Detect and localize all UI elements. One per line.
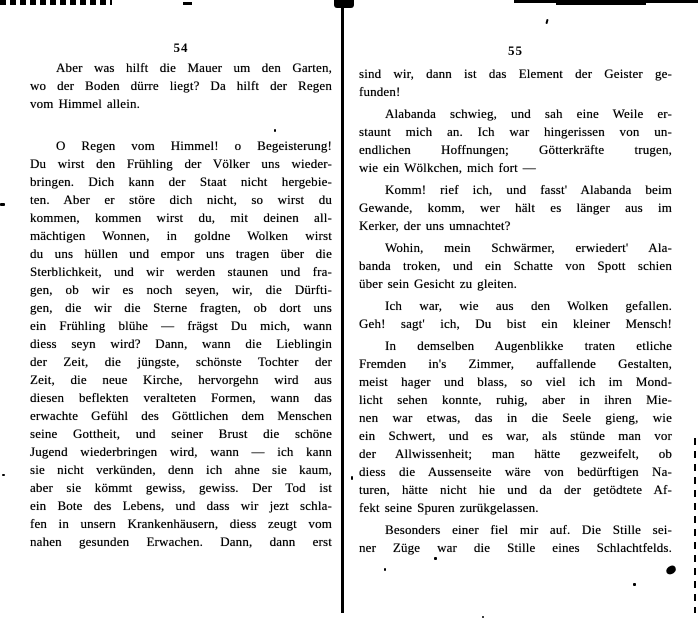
paragraph (359, 337, 672, 517)
text-line: funden! (359, 84, 401, 99)
paragraph (359, 521, 672, 557)
paragraph (359, 181, 672, 235)
text-line: Alabanda schwieg, und sah eine Weile er- (385, 106, 672, 121)
text-line: ein Bote des Lebens, und dass wir jezt schla- (30, 498, 332, 513)
text-line: Kerker, der uns umnachtet? (359, 218, 511, 233)
right-page (359, 0, 672, 621)
text-line: licht sehen konnte, ruhig, aber in ihren Mie- (359, 392, 672, 407)
text-line: gen, ob wir es noch seyen, wir, die Dürfti- (30, 282, 332, 297)
text-line: fekt seine Spuren zurükgelassen. (359, 500, 539, 515)
paragraph (359, 105, 672, 177)
scan-rightedge-marks (694, 438, 696, 613)
text-line: du uns hüllen und empor uns tragen über die (30, 246, 332, 261)
text-line: Zeit, die neue Kirche, hervorgehn wird aus (30, 372, 332, 387)
text-line: sind wir, dann ist das Element der Geister ge- (359, 66, 672, 81)
text-line: Sterblichkeit, und wir werden staunen und fra- (30, 264, 332, 279)
text-line: ein Frühling blühe — frägst Du mich, wann (30, 318, 332, 333)
page-number: 54 (173, 40, 189, 55)
text-line: nahen gesunden Erwachen. Dann, dann erst (30, 534, 332, 549)
text-line: über sein Gesicht zu gleiten. (359, 276, 517, 291)
text-line: meist hager und blass, so viel ich im Mond- (359, 374, 672, 389)
text-line: diess seyn wird? Dann, wann die Lieblingin (30, 336, 332, 351)
text-line: wie ein Wölkchen, mich fort — (359, 160, 536, 175)
text-line: banda troken, und ein Schatte von Spott schien (359, 258, 672, 273)
scan-speck (0, 203, 5, 206)
scan-topright-edge-bar-thick (556, 3, 646, 5)
text-line: Fremden in's Zimmer, auffallende Gestalten, (359, 356, 672, 371)
scan-speck (274, 129, 276, 132)
text-line: Wohin, mein Schwärmer, erwiedert' Ala- (385, 240, 672, 255)
scan-topleft-edge-marks (0, 0, 112, 5)
text-line: fen in unsern Krankenhäusern, diess zeugt vom (30, 516, 332, 531)
page-body (30, 59, 332, 551)
scan-speck (351, 476, 353, 480)
paragraph (30, 137, 332, 551)
scan-topleft-dash (183, 2, 192, 5)
text-line: ner Züge war die Stille eines Schlachtfelds. (359, 540, 672, 555)
text-line: gen, die wir die Sterne fragten, ob dort uns (30, 300, 332, 315)
text-line: Ich war, wie aus den Wolken gefallen. (385, 298, 672, 313)
text-line: staunt mich an. Ich war hingerissen von un- (359, 124, 672, 139)
paragraph (359, 239, 672, 293)
text-line: sie nicht verkünden, denn ich ahne sie kaum, (30, 462, 332, 477)
text-line: bringen. Dich kann der Staat nicht hergebie- (30, 174, 332, 189)
text-line: mächtigen Wonnen, in goldne Wolken wirst (30, 228, 332, 243)
text-line: diess die Aussenseite wäre von bedürftigen Na- (359, 464, 672, 479)
paragraph (359, 65, 672, 101)
left-page (30, 0, 332, 621)
paragraph (30, 59, 332, 113)
scan-gutter-line (341, 0, 344, 613)
text-line: ten. Aber er störe dich nicht, so wirst du (30, 192, 332, 207)
scan-speck (633, 583, 636, 586)
scan-gutter-top-blob (334, 0, 354, 8)
scan-speck (2, 474, 5, 476)
text-line: vom Himmel allein. (30, 96, 141, 111)
text-line: seine Gottheit, und seiner Brust die schöne (30, 426, 332, 441)
scan-speck (434, 557, 437, 560)
paragraph (359, 297, 672, 333)
text-line: In demselben Augenblikke traten etliche (385, 338, 672, 353)
text-line: nen war etwas, das in die Seele gieng, wie (359, 410, 672, 425)
text-line: aber sie kömmt gewiss, gewiss. Der Tod ist (30, 480, 332, 495)
text-line: O Regen vom Himmel! o Begeisterung! (56, 138, 332, 153)
text-line: wo der Boden dürre liegt? Da hilft der Regen (30, 78, 332, 93)
text-line: Besonders einer fiel mir auf. Die Stille sei- (385, 522, 672, 537)
text-line: Aber was hilft die Mauer um den Garten, (56, 60, 332, 75)
text-line: diesen beflekten veralteten Formen, wann das (30, 390, 332, 405)
text-line: ein Schwert, und es war, als stünde man vor (359, 428, 672, 443)
text-line: Gewande, komm, wer hält es länger aus im (359, 200, 672, 215)
text-line: Geh! sagt' ich, Du bist ein kleiner Mensch! (359, 316, 672, 331)
text-line: der Allwissenheit; man hätte gezweifelt, ob (359, 446, 672, 461)
scan-speck (482, 616, 484, 618)
text-line: der Zeit, die jüngste, schönste Tochter der (30, 354, 332, 369)
page-number: 55 (508, 43, 523, 58)
text-line: Komm! rief ich, und fasst' Alabanda beim (385, 182, 672, 197)
scan-speck (384, 568, 386, 571)
text-line: turen, hätte nicht hie und da der getödtete Af- (359, 482, 672, 497)
text-line: Du wirst den Frühling der Völker uns wieder- (30, 156, 332, 171)
text-line: kommen, kommen wirst du, mit deinen all- (30, 210, 332, 225)
page-body (359, 65, 672, 557)
text-line: Jugend wiederbringen wird, wann — ich kann (30, 444, 332, 459)
text-line: erwachte Gefühl des Göttlichen dem Menschen (30, 408, 332, 423)
text-line: endlichen Hoffnungen; Götterkräfte trugen, (359, 142, 672, 157)
